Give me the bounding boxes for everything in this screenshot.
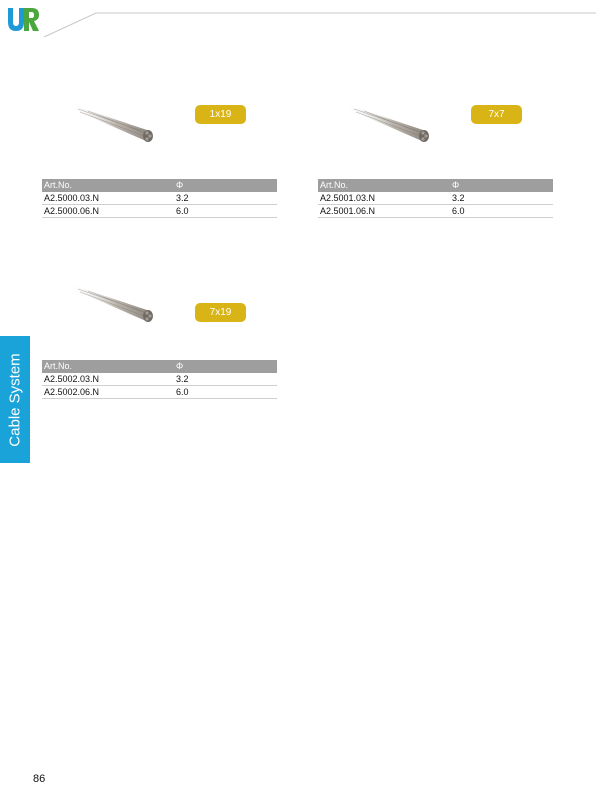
header-art-no: Art.No. bbox=[44, 180, 73, 190]
table-header bbox=[42, 179, 277, 192]
wire-rope-image bbox=[68, 285, 154, 335]
table-row bbox=[42, 386, 277, 399]
article-table bbox=[42, 360, 277, 399]
cell-diameter: 3.2 bbox=[176, 193, 189, 203]
table-row bbox=[42, 373, 277, 386]
product-block-7x7 bbox=[318, 105, 553, 225]
wire-rope-image bbox=[344, 105, 430, 155]
cell-art-no: A2.5000.03.N bbox=[44, 193, 100, 203]
table-row bbox=[318, 192, 553, 205]
header-divider bbox=[0, 0, 596, 40]
header-art-no: Art.No. bbox=[320, 180, 349, 190]
cell-diameter: 6.0 bbox=[176, 387, 189, 397]
section-side-tab bbox=[0, 336, 30, 463]
page-number: 86 bbox=[33, 773, 46, 785]
table-row bbox=[42, 192, 277, 205]
ur-logo bbox=[6, 6, 40, 34]
rope-type-badge: 7x7 bbox=[471, 105, 522, 124]
product-block-1x19 bbox=[42, 105, 277, 225]
table-header bbox=[318, 179, 553, 192]
header-art-no: Art.No. bbox=[44, 361, 73, 371]
table-row bbox=[42, 205, 277, 218]
cell-art-no: A2.5002.06.N bbox=[44, 387, 100, 397]
header-diameter: Φ bbox=[452, 180, 460, 190]
article-table bbox=[318, 179, 553, 218]
cell-diameter: 6.0 bbox=[176, 206, 189, 216]
cell-diameter: 3.2 bbox=[176, 374, 189, 384]
rope-type-badge: 1x19 bbox=[195, 105, 246, 124]
article-table bbox=[42, 179, 277, 218]
cell-diameter: 3.2 bbox=[452, 193, 465, 203]
cell-diameter: 6.0 bbox=[452, 206, 465, 216]
cell-art-no: A2.5000.06.N bbox=[44, 206, 100, 216]
section-label: Cable System bbox=[6, 352, 24, 447]
product-block-7x19 bbox=[42, 285, 277, 405]
table-row bbox=[318, 205, 553, 218]
rope-type-badge: 7x19 bbox=[195, 303, 246, 322]
header-diameter: Φ bbox=[176, 361, 184, 371]
wire-rope-image bbox=[68, 105, 154, 155]
cell-art-no: A2.5002.03.N bbox=[44, 374, 100, 384]
header-diameter: Φ bbox=[176, 180, 184, 190]
cell-art-no: A2.5001.03.N bbox=[320, 193, 376, 203]
table-header bbox=[42, 360, 277, 373]
cell-art-no: A2.5001.06.N bbox=[320, 206, 376, 216]
page-header bbox=[0, 0, 596, 40]
